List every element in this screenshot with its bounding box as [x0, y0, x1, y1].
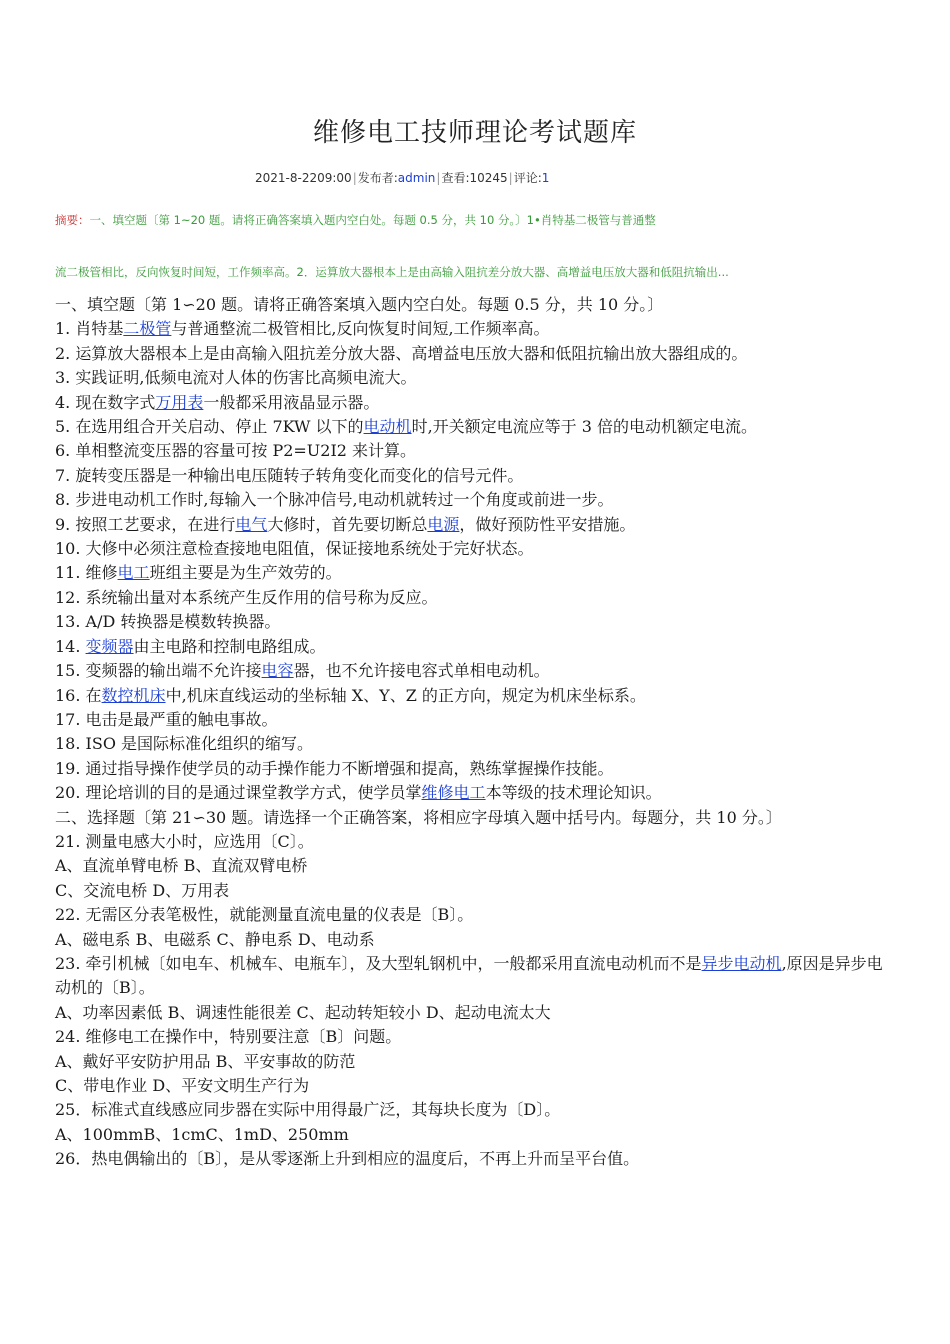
question-1: 1. 肖特基二极管与普通整流二极管相比,反向恢复时间短,工作频率高。: [55, 319, 550, 339]
question-22: 22. 无需区分表笔极性，就能测量直流电量的仪表是〔B〕。: [55, 905, 474, 925]
question-2: 2. 运算放大器根本上是由高输入阻抗差分放大器、高增益电压放大器和低阻抗输出放大器组成的。: [55, 343, 748, 363]
summary-label: 摘要：: [55, 213, 90, 227]
link-multimeter[interactable]: 万用表: [155, 392, 204, 412]
meta-separator: |: [508, 171, 513, 185]
question-25-options: A、100mmB、1cmC、1mD、250mm: [55, 1124, 349, 1144]
author-label: 发布者:: [357, 171, 398, 185]
question-10: 10. 大修中必须注意检查接地电阻值，保证接地系统处于完好状态。: [55, 539, 534, 559]
views-count: 10245: [469, 171, 508, 185]
question-9: 9. 按照工艺要求，在进行电气大修时，首先要切断总电源，做好预防性平安措施。: [55, 514, 636, 534]
summary-line-2: 流二极管相比，反向恢复时间短，工作频率高。2．运算放大器根本上是由高输入阻抗差分放大器、高增益电压放大器和低阻抗输出...: [55, 265, 729, 279]
question-18: 18. ISO 是国际标准化组织的缩写。: [55, 734, 314, 754]
question-24: 24. 维修电工在操作中，特别要注意〔B〕问题。: [55, 1027, 402, 1047]
author-link[interactable]: admin: [397, 171, 436, 185]
link-electrical[interactable]: 电气: [235, 514, 268, 534]
comments-link[interactable]: 1: [541, 171, 550, 185]
question-23: 23. 牵引机械〔如电车、机械车、电瓶车〕，及大型轧钢机中，一般都采用直流电动机而不是异步电动机,原因是异步电动机的〔B〕。: [55, 953, 883, 998]
post-meta: [255, 169, 549, 186]
comments-label: 评论:: [513, 171, 542, 185]
question-19: 19. 通过指导操作使学员的动手操作能力不断增强和提高，熟练掌握操作技能。: [55, 758, 614, 778]
question-5: 5. 在选用组合开关启动、停止 7KW 以下的电动机时,开关额定电流应等于 3 倍的电动机额定电流。: [55, 417, 758, 437]
link-async-motor[interactable]: 异步电动机: [701, 953, 782, 973]
question-4: 4. 现在数字式万用表一般都采用液晶显示器。: [55, 392, 380, 412]
link-inverter[interactable]: 变频器: [85, 636, 134, 656]
question-14: 14. 变频器由主电路和控制电路组成。: [55, 636, 326, 656]
link-maintenance-electrician[interactable]: 维修电工: [421, 783, 486, 803]
question-17: 17. 电击是最严重的触电事故。: [55, 709, 278, 729]
question-21-options-a: A、直流单臂电桥 B、直流双臂电桥: [55, 856, 308, 876]
views-label: 查看:: [441, 171, 470, 185]
link-electrician[interactable]: 电工: [117, 563, 150, 583]
question-13: 13. A/D 转换器是模数转换器。: [55, 612, 281, 632]
question-3: 3. 实践证明,低频电流对人体的伤害比高频电流大。: [55, 368, 417, 388]
meta-separator: |: [436, 171, 441, 185]
post-date: 2021-8-2209:00: [255, 171, 352, 185]
question-12: 12. 系统输出量对本系统产生反作用的信号称为反应。: [55, 587, 438, 607]
question-21-options-b: C、交流电桥 D、万用表: [55, 880, 230, 900]
link-cnc-machine[interactable]: 数控机床: [101, 685, 166, 705]
question-23-options: A、功率因素低 B、调速性能很差 C、起动转矩较小 D、起动电流太大: [55, 1002, 551, 1022]
section-heading: 一、填空题〔第 1∽20 题。请将正确答案填入题内空白处。每题 0.5 分，共 10 分。〕: [55, 295, 664, 314]
meta-separator: |: [352, 171, 357, 185]
question-24-options-a: A、戴好平安防护用品 B、平安事故的防范: [55, 1051, 356, 1071]
question-15: 15. 变频器的输出端不允许接电容器，也不允许接电容式单相电动机。: [55, 661, 550, 681]
question-22-options: A、磁电系 B、电磁系 C、静电系 D、电动系: [55, 929, 375, 949]
question-20: 20. 理论培训的目的是通过课堂教学方式，使学员掌维修电工本等级的技术理论知识。: [55, 783, 662, 803]
link-motor[interactable]: 电动机: [363, 417, 412, 437]
summary-text: 一、填空题〔第 1~20 题。请将正确答案填入题内空白处。每题 0.5 分，共 10 分。〕1•肖特基二极管与普通整: [89, 213, 656, 227]
question-24-options-b: C、带电作业 D、平安文明生产行为: [55, 1076, 310, 1095]
question-21: 21. 测量电感大小时，应选用〔C〕。: [55, 831, 314, 851]
question-8: 8. 步进电动机工作时,每输入一个脉冲信号,电动机就转过一个角度或前进一步。: [55, 490, 614, 510]
link-capacitor[interactable]: 电容: [261, 661, 294, 681]
question-26: 26．热电偶输出的〔B〕，是从零逐渐上升到相应的温度后，不再上升而呈平台值。: [55, 1149, 640, 1169]
question-6: 6. 单相整流变压器的容量可按 P2=U2I2 来计算。: [55, 441, 417, 461]
link-diode[interactable]: 二极管: [123, 319, 172, 339]
question-11: 11. 维修电工班组主要是为生产效劳的。: [55, 563, 342, 583]
question-7: 7. 旋转变压器是一种输出电压随转子转角变化而变化的信号元件。: [55, 465, 524, 485]
section-heading: 二、选择题〔第 21∽30 题。请选择一个正确答案，将相应字母填入题中括号内。每题分，共 10 分。〕: [55, 807, 782, 827]
article-body: [55, 293, 900, 1172]
page-title: 维修电工技师理论考试题库: [312, 118, 637, 148]
summary-line-1: [55, 212, 885, 228]
link-power-supply[interactable]: 电源: [427, 514, 460, 534]
question-25: 25．标准式直线感应同步器在实际中用得最广泛，其每块长度为〔D〕。: [55, 1100, 561, 1120]
question-16: 16. 在数控机床中,机床直线运动的坐标轴 X、Y、Z 的正方向，规定为机床坐标系。: [55, 685, 646, 705]
